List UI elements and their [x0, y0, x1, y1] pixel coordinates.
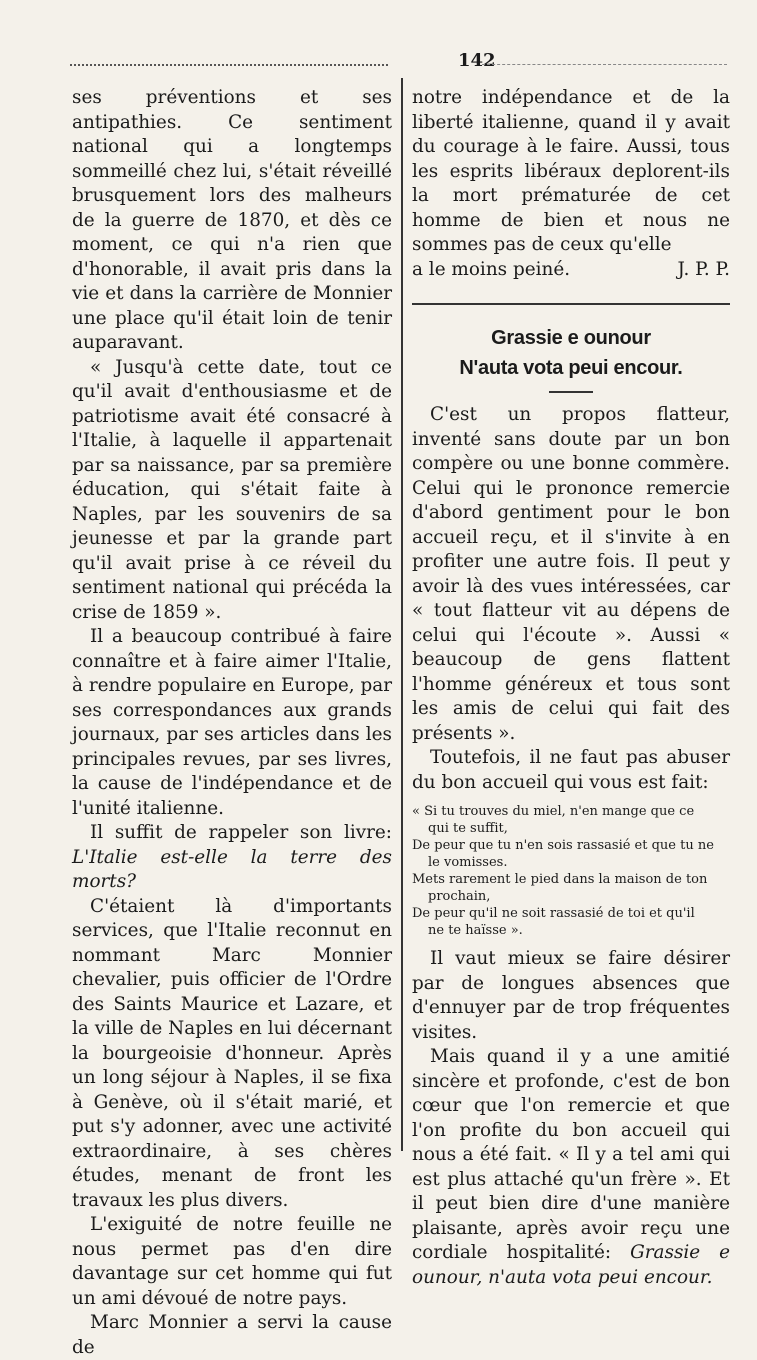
right-paragraph-2: Toutefois, il ne faut pas abuser du bon accueil qui vous est fait: — [412, 747, 730, 793]
obituary-signoff — [412, 258, 730, 283]
right-continuation: notre indépendance et de la liberté italienne, quand il y avait du courage à le faire. Aussi, tous les esprits libéraux deplorent-ils la mort prématurée de cet homme de bien et nous ne sommes pas de ceux qu'elle — [412, 87, 730, 255]
closing-italic-saying: Grassie e ounour, n'auta vota peui encour. — [412, 1242, 730, 1288]
column-divider — [401, 78, 403, 1151]
article-title-line-2: N'auta vota peui encour. — [459, 357, 683, 379]
book-reference-lead: Il suffit de rappeler son livre: — [90, 822, 392, 843]
left-paragraph-2: « Jusqu'à cette date, tout ce qu'il avait d'enthousiasme et de patriotisme avait été consacré à l'Italie, à laquelle il appartenait par sa naissance, par sa première éducation, qui s'était faite à Naples, par les souvenirs de sa jeunesse et par la grande part qu'il avait prise à ce réveil du sentiment national qui précéda la crise de 1859 ». — [72, 356, 392, 623]
left-paragraph-3: Il a beaucoup contribué à faire connaître et à faire aimer l'Italie, à rendre populaire en Europe, par ses correspondances aux grands journaux, par ses articles dans les principales revues, par ses livres, la cause de l'indépendance et de l'unité italienne. — [72, 626, 392, 819]
header-rule-right — [482, 64, 727, 65]
right-paragraph-4 — [412, 1045, 730, 1290]
left-paragraph-6: L'exiguité de notre feuille ne nous permet pas d'en dire davantage sur cet homme qui fut un ami dévoué de notre pays. — [72, 1214, 392, 1309]
left-paragraph-5: C'étaient là d'importants services, que l'Italie reconnut en nommant Marc Monnier chevalier, puis officier de l'Ordre des Saints Maurice et Lazare, et la ville de Naples en lui décernant la bourgeoisie d'honneur. Après un long séjour à Naples, il se fixa à Genève, où il s'était marié, et put s'y adonner, avec une activité extraordinaire, à ses chères études, menant de front les travaux les plus divers. — [72, 895, 392, 1211]
signoff-text: a le moins peiné. — [412, 258, 571, 280]
verse-line: Mets rarement le pied dans la maison de ton — [412, 872, 708, 887]
right-paragraph-1: C'est un propos flatteur, inventé sans doute par un bon compère ou une bonne commère. Celui qui le prononce remercie d'abord gentiment pour le bon accueil reçu, et il s'invite à en profiter une autre fois. Il peut y avoir là des vues intéressées, car « tout flatteur vit au dépens de celui qui l'écoute ». Aussi « beaucoup de gens flattent l'homme généreux et tous sont les amis de celui qui fait des présents ». — [412, 404, 730, 744]
page-header — [70, 50, 727, 78]
article-title-line-1: Grassie e ounour — [491, 327, 651, 349]
verse-line: qui te suffit, — [428, 821, 508, 836]
verse-line: De peur que tu n'en sois rassasié et que tu ne — [412, 838, 714, 853]
page-number: 142 — [458, 50, 496, 71]
right-column — [412, 86, 730, 1290]
book-title: L'Italie est-elle la terre des morts? — [72, 846, 392, 892]
left-paragraph-7: Marc Monnier a servi la cause de — [72, 1312, 392, 1358]
author-signature: J. P. P. — [677, 258, 730, 280]
verse-line: De peur qu'il ne soit rassasié de toi et qu'il — [412, 906, 695, 921]
quoted-proverb — [412, 803, 730, 939]
verse-line: « Si tu trouves du miel, n'en mange que ce — [412, 804, 695, 819]
left-column — [72, 86, 392, 1360]
title-underline — [549, 391, 593, 393]
verse-line: le vomisses. — [428, 855, 508, 870]
verse-line: ne te haïsse ». — [428, 923, 523, 938]
verse-line: prochain, — [428, 889, 491, 904]
article-separator — [412, 303, 730, 305]
closing-text: Mais quand il y a une amitié sincère et profonde, c'est de bon cœur que l'on remercie et que l'on profite du bon accueil qui nous a été fait. « Il y a tel ami qui est plus attaché qu'un frère ». Et il peut bien dire d'une manière plaisante, après avoir reçu une cordiale hospitalité: — [412, 1046, 730, 1263]
header-rule-left — [70, 64, 388, 66]
right-paragraph-3: Il vaut mieux se faire désirer par de longues absences que d'ennuyer par de trop fréquentes visites. — [412, 948, 730, 1043]
left-paragraph-1: ses préventions et ses antipathies. Ce sentiment national qui a longtemps sommeillé chez lui, s'était réveillé brusquement lors des malheurs de la guerre de 1870, et dès ce moment, ce qui n'a rien que d'honorable, il avait pris dans la vie et dans la carrière de Monnier une place qu'il était loin de tenir auparavant. — [72, 87, 392, 353]
left-paragraph-4 — [72, 821, 392, 895]
